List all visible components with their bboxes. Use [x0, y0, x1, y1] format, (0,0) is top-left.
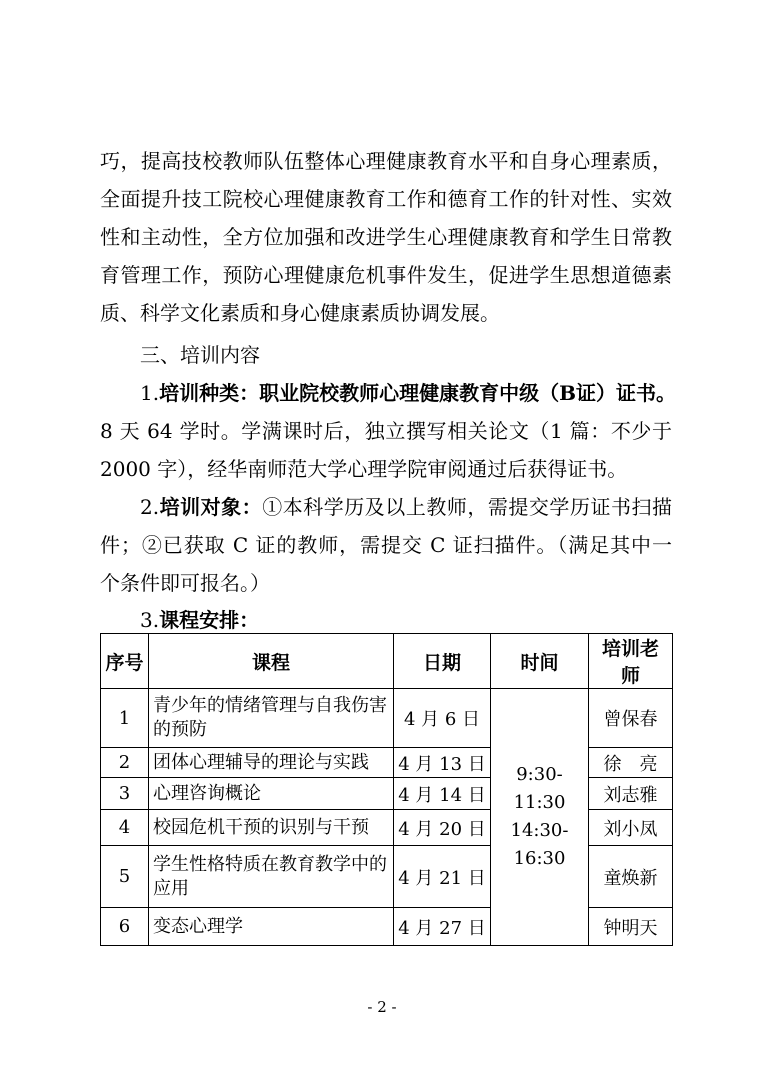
item1-line3: 2000 字），经华南师范大学心理学院审阅通过后获得证书。 [100, 457, 628, 481]
item1-line2: 8 天 64 学时。学满课时后，独立撰写相关论文（1 篇：不少于 [100, 419, 672, 443]
item3-prefix: 3. [140, 608, 160, 632]
item3-heading [140, 606, 672, 634]
cell-time [491, 689, 589, 946]
paragraph-line: 性和主动性，全方位加强和改进学生心理健康教育和学生日常教 [100, 225, 672, 249]
header-teacher: 培训老师 [589, 634, 673, 689]
cell-index: 5 [101, 846, 149, 908]
cell-teacher: 徐 亮 [589, 748, 673, 778]
cell-course: 团体心理辅导的理论与实践 [149, 748, 394, 778]
table-row [101, 689, 673, 748]
section-heading: 三、培训内容 [140, 343, 260, 367]
cell-course: 变态心理学 [149, 908, 394, 946]
header-time: 时间 [491, 634, 589, 689]
item1-label: 培训种类： [159, 381, 260, 405]
paragraph-line: 全面提升技工院校心理健康教育工作和德育工作的针对性、实效 [100, 187, 672, 211]
cell-teacher: 刘小凤 [589, 810, 673, 846]
item2-line3: 个条件即可报名。） [100, 571, 270, 595]
item2-line1-rest: ①本科学历及以上教师，需提交学历证书扫描 [262, 495, 673, 519]
cell-date: 4 月 20 日 [394, 810, 491, 846]
cell-teacher: 钟明天 [589, 908, 673, 946]
cell-index: 4 [101, 810, 149, 846]
item2-line2: 件；②已获取 C 证的教师，需提交 C 证扫描件。（满足其中一 [100, 533, 672, 557]
cell-index: 1 [101, 689, 149, 748]
item2-heading [140, 493, 672, 521]
table-header-row [101, 634, 673, 689]
item1-heading [140, 379, 676, 407]
item2-label: 培训对象： [159, 495, 263, 519]
cell-date: 4 月 21 日 [394, 846, 491, 908]
cell-date: 4 月 27 日 [394, 908, 491, 946]
cell-teacher: 童焕新 [589, 846, 673, 908]
item3-label: 课程安排： [159, 608, 260, 632]
course-schedule-table [100, 633, 673, 946]
item1-title: 职业院校教师心理健康教育中级（B证）证书。 [259, 381, 676, 405]
cell-course: 心理咨询概论 [149, 778, 394, 810]
page-number: - 2 - [367, 998, 397, 1016]
cell-index: 2 [101, 748, 149, 778]
cell-date: 4 月 6 日 [394, 689, 491, 748]
paragraph-line: 巧，提高技校教师队伍整体心理健康教育水平和自身心理素质， [100, 149, 672, 173]
cell-date: 4 月 14 日 [394, 778, 491, 810]
header-index: 序号 [101, 634, 149, 689]
cell-index: 3 [101, 778, 149, 810]
cell-course: 学生性格特质在教育教学中的应用 [149, 846, 394, 908]
item1-prefix: 1. [140, 381, 160, 405]
cell-teacher: 曾保春 [589, 689, 673, 748]
cell-teacher: 刘志雅 [589, 778, 673, 810]
time-morning: 9:30-11:30 [513, 764, 566, 813]
time-afternoon: 14:30-16:30 [510, 820, 569, 869]
cell-course: 青少年的情绪管理与自我伤害的预防 [149, 689, 394, 748]
paragraph-line: 质、科学文化素质和身心健康素质协调发展。 [100, 301, 500, 325]
cell-course: 校园危机干预的识别与干预 [149, 810, 394, 846]
header-date: 日期 [394, 634, 491, 689]
cell-date: 4 月 13 日 [394, 748, 491, 778]
paragraph-line: 育管理工作，预防心理健康危机事件发生，促进学生思想道德素 [100, 263, 672, 287]
header-course: 课程 [149, 634, 394, 689]
item2-prefix: 2. [140, 495, 160, 519]
cell-index: 6 [101, 908, 149, 946]
